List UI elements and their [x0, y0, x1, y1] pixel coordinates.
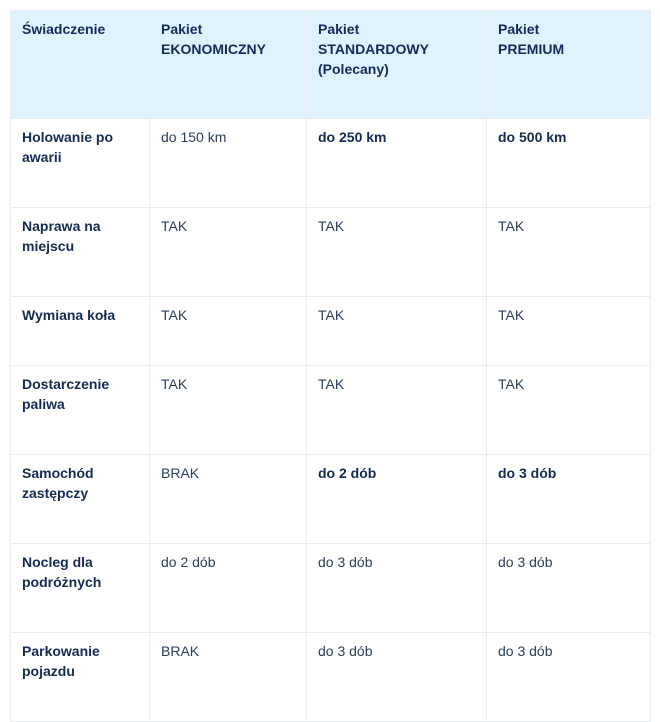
benefit-cell: [11, 119, 150, 208]
table-row: [11, 544, 651, 633]
premium-cell: do 3 dób: [487, 544, 651, 633]
header-ekonomiczny-line2: EKONOMICZNY: [161, 41, 266, 57]
ekonomiczny-cell: TAK: [150, 208, 307, 297]
standardowy-cell: TAK: [307, 366, 487, 455]
benefit-label: zastępczy: [22, 485, 89, 501]
benefit-cell: [11, 633, 150, 722]
benefit-label: Samochód: [22, 465, 94, 481]
benefit-label: Dostarczenie: [22, 376, 110, 392]
table-row: [11, 297, 651, 366]
table-row: [11, 366, 651, 455]
ekonomiczny-cell: TAK: [150, 366, 307, 455]
table-row: [11, 119, 651, 208]
table-header-row: [11, 11, 651, 119]
header-standardowy-line1: Pakiet: [318, 21, 360, 37]
header-premium: [487, 11, 651, 119]
premium-cell: do 500 km: [487, 119, 651, 208]
benefit-label: Nocleg dla: [22, 554, 93, 570]
table-row: [11, 208, 651, 297]
header-standardowy-line2: STANDARDOWY: [318, 41, 429, 57]
standardowy-cell: do 3 dób: [307, 544, 487, 633]
premium-cell: TAK: [487, 297, 651, 366]
standardowy-cell: do 250 km: [307, 119, 487, 208]
benefit-label: Parkowanie: [22, 643, 100, 659]
header-standardowy: [307, 11, 487, 119]
benefit-label: awarii: [22, 149, 62, 165]
table-row: [11, 455, 651, 544]
header-standardowy-line3: (Polecany): [318, 61, 389, 77]
benefit-cell: [11, 208, 150, 297]
benefit-cell: [11, 366, 150, 455]
benefit-label: miejscu: [22, 238, 75, 254]
benefit-cell: [11, 297, 150, 366]
standardowy-cell: do 2 dób: [307, 455, 487, 544]
premium-cell: TAK: [487, 208, 651, 297]
benefit-label: Holowanie po: [22, 129, 113, 145]
ekonomiczny-cell: do 2 dób: [150, 544, 307, 633]
header-benefit-label: Świadczenie: [22, 21, 106, 37]
ekonomiczny-cell: TAK: [150, 297, 307, 366]
benefit-label: podróżnych: [22, 574, 102, 590]
benefit-label: pojazdu: [22, 663, 75, 679]
ekonomiczny-cell: do 150 km: [150, 119, 307, 208]
benefit-label: Naprawa na: [22, 218, 101, 234]
header-premium-line1: Pakiet: [498, 21, 540, 37]
comparison-table: [10, 10, 651, 722]
ekonomiczny-cell: BRAK: [150, 633, 307, 722]
benefit-label: paliwa: [22, 396, 65, 412]
standardowy-cell: do 3 dób: [307, 633, 487, 722]
ekonomiczny-cell: BRAK: [150, 455, 307, 544]
premium-cell: TAK: [487, 366, 651, 455]
premium-cell: do 3 dób: [487, 455, 651, 544]
premium-cell: do 3 dób: [487, 633, 651, 722]
benefit-cell: [11, 455, 150, 544]
header-ekonomiczny-line1: Pakiet: [161, 21, 203, 37]
benefit-cell: [11, 544, 150, 633]
header-benefit: [11, 11, 150, 119]
standardowy-cell: TAK: [307, 297, 487, 366]
standardowy-cell: TAK: [307, 208, 487, 297]
header-ekonomiczny: [150, 11, 307, 119]
benefit-label: Wymiana koła: [22, 307, 116, 323]
header-premium-line2: PREMIUM: [498, 41, 565, 57]
table-row: [11, 633, 651, 722]
